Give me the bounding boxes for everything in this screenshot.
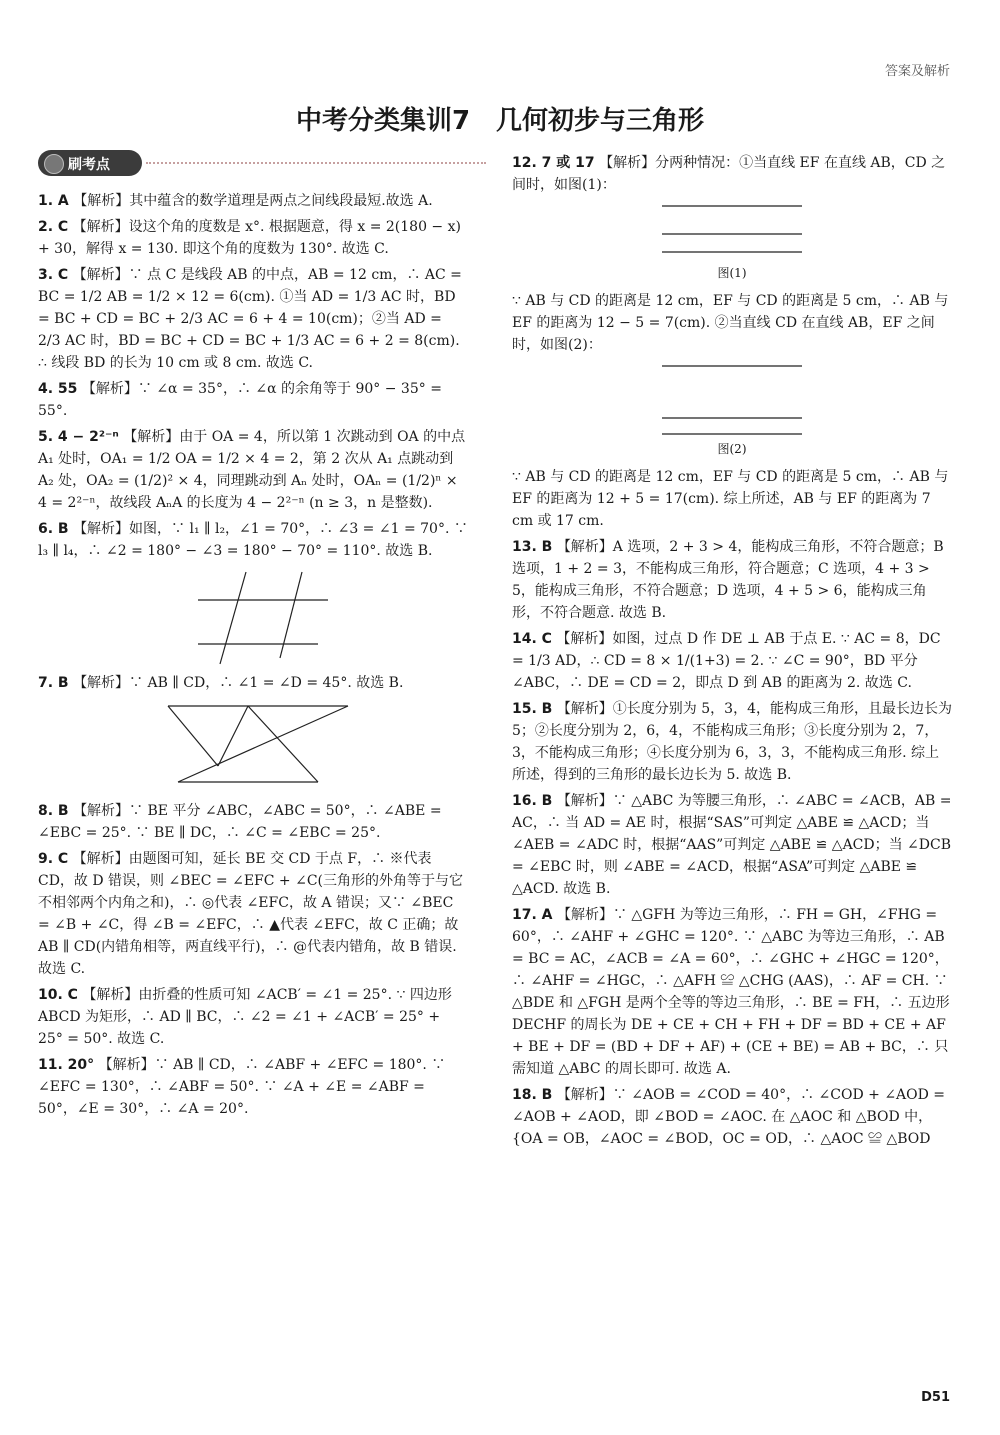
- answer-number: 10. C: [38, 987, 78, 1003]
- answer-text: 【解析】由题图可知，延长 BE 交 CD 于点 F，∴ ※代表 CD，故 D 错误，则 ∠BEC = ∠EFC + ∠C(三角形的外角等于与它不相邻两个内角之和)，∴ ◎代表 ∠EFC，故 A 错误；又∵ ∠BEC = ∠B + ∠C，得 ∠B = ∠EFC，∴ ▲代表 ∠EFC，故 C 正确；故 AB ∥ CD(内错角相等，两直线平行)，∴ @代表内错角，故 B 错误. 故选 C.: [38, 851, 464, 977]
- page-number: D51: [921, 1390, 950, 1405]
- answer-item: [512, 290, 952, 356]
- answer-number: 18. B: [512, 1087, 553, 1103]
- figure-q7: [38, 698, 468, 794]
- answer-number: 8. B: [38, 803, 69, 819]
- answer-number: 2. C: [38, 219, 69, 235]
- answer-item: [512, 1084, 952, 1150]
- answer-text: 【解析】其中蕴含的数学道理是两点之间线段最短.故选 A.: [73, 193, 433, 209]
- figure-caption: 图(1): [717, 266, 747, 280]
- answer-number: 6. B: [38, 521, 69, 537]
- answer-number: 1. A: [38, 193, 69, 209]
- answer-text: 【解析】∵ △GFH 为等边三角形，∴ FH = GH，∠FHG = 60°，∴ ∠AHF + ∠GHC = 120°. ∵ △ABC 为等边三角形，∴ AB = BC = AC，∠ACB = ∠A = 60°，∴ ∠GHC + ∠HGC = 120°，∴ ∠AHF = ∠HGC，∴ △AFH ≌ △CHG (AAS)，∴ AF = CH. ∵ △BDE 和 △FGH 是两个全等的等边三角形，∴ BE = FH，∴ 五边形 DECHF 的周长为 DE + CE + CH + FH + DF = BD + CE + AF + BE + DF = (BD + DF + AF) + (CE + BE) = AB + BC，∴ 只需知道 △ABC 的周长即可. 故选 A.: [512, 907, 950, 1077]
- answer-item: [38, 672, 468, 694]
- answer-text: 【解析】分两种情况：①当直线 EF 在直线 AB，CD 之间时，如图(1)：: [512, 155, 946, 193]
- answer-number: 11. 20°: [38, 1057, 95, 1073]
- answer-item: [38, 378, 468, 422]
- answer-item: [512, 466, 952, 532]
- answer-text: 【解析】A 选项，2 + 3 > 4，能构成三角形，不符合题意；B 选项，1 + 2 = 3，不能构成三角形，符合题意；C 选项，4 + 3 > 5，能构成三角形，不符合题意；D 选项，4 + 5 > 6，能构成三角形，不符合题意. 故选 B.: [512, 539, 944, 621]
- figure-q12-2: [512, 360, 952, 460]
- figure-q12-1: [512, 200, 952, 284]
- answer-text: 【解析】∵ ∠AOB = ∠COD = 40°，∴ ∠COD + ∠AOD = ∠AOB + ∠AOD，即 ∠BOD = ∠AOC. 在 △AOC 和 △BOD 中，{OA = OB，∠AOC = ∠BOD，OC = OD，∴ △AOC ≌ △BOD: [512, 1087, 946, 1147]
- section-header: 答案及解析: [884, 64, 950, 79]
- answer-text: 【解析】∵ AB ∥ CD，∴ ∠ABF + ∠EFC = 180°. ∵ ∠EFC = 130°，∴ ∠ABF = 50°. ∵ ∠A + ∠E = ∠ABF = 50°，∠E = 30°，∴ ∠A = 20°.: [38, 1057, 446, 1117]
- answer-text: 【解析】如图，∵ l₁ ∥ l₂，∠1 = 70°，∴ ∠3 = ∠1 = 70°. ∵ l₃ ∥ l₄，∴ ∠2 = 180° − ∠3 = 180° − 70° = 110°. 故选 B.: [38, 521, 468, 559]
- answer-number: 12. 7 或 17: [512, 155, 595, 171]
- answer-text: 【解析】如图，过点 D 作 DE ⊥ AB 于点 E. ∵ AC = 8，DC = 1/3 AD，∴ CD = 8 × 1/(1+3) = 2. ∵ ∠C = 90°，BD 平分 ∠ABC，∴ DE = CD = 2，即点 D 到 AB 的距离为 2. 故选 C.: [512, 631, 941, 691]
- answer-item: [38, 800, 468, 844]
- answer-number: 3. C: [38, 267, 69, 283]
- answer-item: [38, 848, 468, 980]
- answer-number: 14. C: [512, 631, 552, 647]
- answer-text: 【解析】∵ ∠α = 35°，∴ ∠α 的余角等于 90° − 35° = 55°.: [38, 381, 442, 419]
- answer-number: 4. 55: [38, 381, 78, 397]
- answer-text: ∵ AB 与 CD 的距离是 12 cm，EF 与 CD 的距离是 5 cm，∴ AB 与 EF 的距离为 12 − 5 = 7(cm). ②当直线 CD 在直线 AB，EF 之间时，如图(2)：: [512, 293, 949, 353]
- answer-item: [512, 152, 952, 196]
- answer-number: 5. 4 − 2²⁻ⁿ: [38, 429, 119, 445]
- answer-item: [38, 190, 468, 212]
- answer-item: [38, 216, 468, 260]
- answer-number: 9. C: [38, 851, 69, 867]
- badge-label: 刷考点: [68, 157, 110, 173]
- book-icon: [44, 154, 64, 174]
- page-title: 中考分类集训7 几何初步与三角形: [295, 106, 705, 136]
- answer-item: [512, 790, 952, 900]
- section-badge: [38, 150, 142, 176]
- answer-text: 【解析】设这个角的度数是 x°. 根据题意，得 x = 2(180 − x) + 30，解得 x = 130. 即这个角的度数为 130°. 故选 C.: [38, 219, 461, 257]
- answer-text: ∵ AB 与 CD 的距离是 12 cm，EF 与 CD 的距离是 5 cm，∴ AB 与 EF 的距离为 12 + 5 = 17(cm). 综上所述，AB 与 EF 的距离为 7 cm 或 17 cm.: [512, 469, 949, 529]
- answer-number: 17. A: [512, 907, 553, 923]
- answer-item: [512, 628, 952, 694]
- answer-number: 7. B: [38, 675, 69, 691]
- answer-text: 【解析】∵ △ABC 为等腰三角形，∴ ∠ABC = ∠ACB，AB = AC，∴ 当 AD = AE 时，根据“SAS”可判定 △ABE ≌ △ACD；当 ∠AEB = ∠ADC 时，根据“AAS”可判定 △ABE ≌ △ACD；当 ∠DCB = ∠EBC 时，则 ∠ABE = ∠ACD，根据“ASA”可判定 △ABE ≌ △ACD. 故选 B.: [512, 793, 952, 897]
- answer-text: 【解析】由折叠的性质可知 ∠ACB′ = ∠1 = 25°. ∵ 四边形 ABCD 为矩形，∴ AD ∥ BC，∴ ∠2 = ∠1 + ∠ACB′ = 25° + 25° = 50°. 故选 C.: [38, 987, 452, 1047]
- answer-item: [38, 518, 468, 562]
- answer-item: [38, 984, 468, 1050]
- left-column: [38, 190, 468, 1124]
- answer-text: 【解析】∵ AB ∥ CD，∴ ∠1 = ∠D = 45°. 故选 B.: [73, 675, 404, 691]
- answer-text: 【解析】由于 OA = 4，所以第 1 次跳动到 OA 的中点 A₁ 处时，OA₁ = 1/2 OA = 1/2 × 4 = 2，第 2 次从 A₁ 点跳动到 A₂ 处，OA₂ = (1/2)² × 4，同理跳动到 Aₙ 处时，OAₙ = (1/2)ⁿ × 4 = 2²⁻ⁿ，故线段 AₙA 的长度为 4 − 2²⁻ⁿ (n ≥ 3，n 是整数).: [38, 429, 466, 511]
- answer-item: [38, 264, 468, 374]
- answer-text: 【解析】∵ 点 C 是线段 AB 的中点，AB = 12 cm，∴ AC = BC = 1/2 AB = 1/2 × 12 = 6(cm). ①当 AD = 1/3 AC 时，BD = BC + CD = BC + 2/3 AC = 6 + 4 = 10(cm)；②当 AD = 2/3 AC 时，BD = BC + CD = BC + 1/3 AC = 6 + 2 = 8(cm). ∴ 线段 BD 的长为 10 cm 或 8 cm. 故选 C.: [38, 267, 462, 371]
- answer-item: [38, 426, 468, 514]
- figure-q6: [38, 566, 468, 666]
- dotted-divider: [146, 162, 486, 164]
- answer-item: [512, 904, 952, 1080]
- answer-text: 【解析】∵ BE 平分 ∠ABC，∠ABC = 50°，∴ ∠ABE = ∠EBC = 25°. ∵ BE ∥ DC，∴ ∠C = ∠EBC = 25°.: [38, 803, 442, 841]
- figure-caption: 图(2): [717, 442, 747, 456]
- right-column: [512, 152, 952, 1154]
- answer-item: [38, 1054, 468, 1120]
- answer-number: 13. B: [512, 539, 553, 555]
- answer-item: [512, 698, 952, 786]
- answer-item: [512, 536, 952, 624]
- answer-number: 15. B: [512, 701, 553, 717]
- answer-number: 16. B: [512, 793, 553, 809]
- answer-text: 【解析】①长度分别为 5，3，4，能构成三角形，且最长边长为 5；②长度分别为 2，6，4，不能构成三角形；③长度分别为 2，7，3，不能构成三角形；④长度分别为 6，3，3，不能构成三角形. 综上所述，得到的三角形的最长边长为 5. 故选 B.: [512, 701, 952, 783]
